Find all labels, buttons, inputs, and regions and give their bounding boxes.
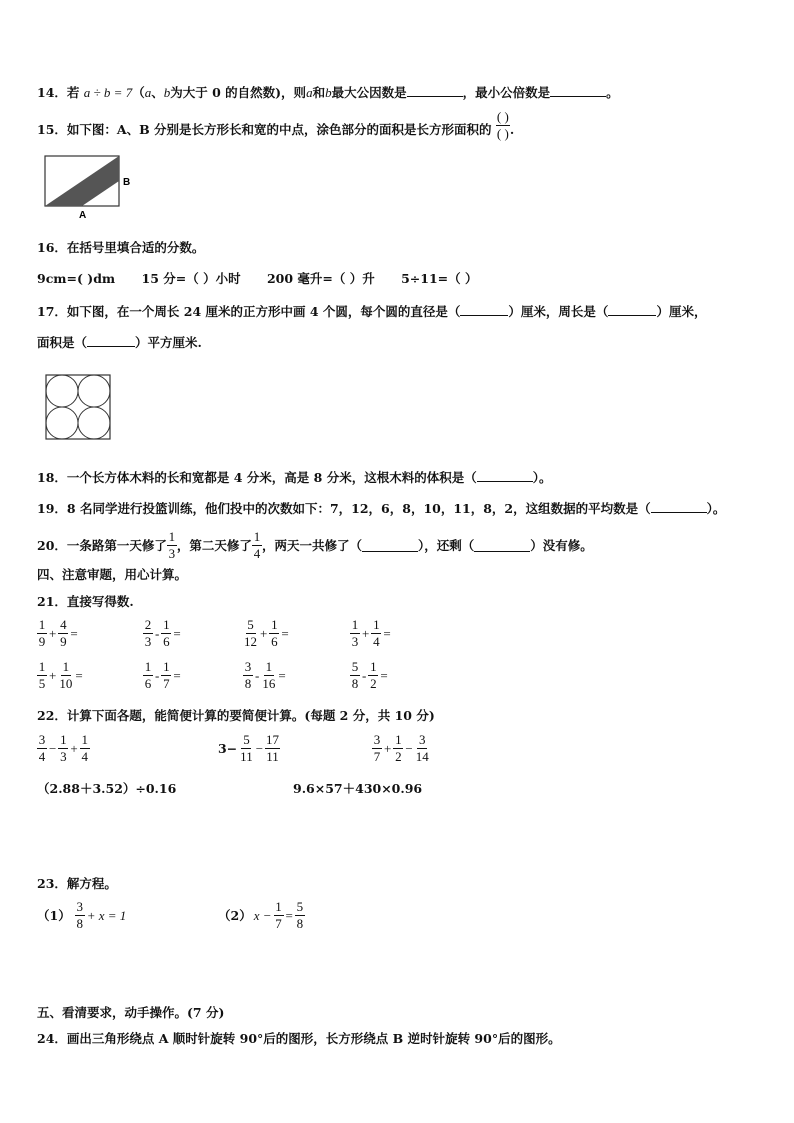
question-24: 24．画出三角形绕点 A 顺时针旋转 90°后的图形，长方形绕点 B 逆时针旋转 90°后的图形。 bbox=[37, 1031, 561, 1046]
fraction-one-third: $\frac{1}{3}$ bbox=[168, 529, 176, 561]
fill-item-4[interactable]: 5÷11=（ ） bbox=[401, 271, 478, 286]
answer-blank-circumference[interactable] bbox=[608, 303, 656, 316]
expression-2: 3− $\frac{5}{11}$ − $\frac{17}{11}$ bbox=[218, 732, 280, 764]
answer-blank-total[interactable] bbox=[362, 539, 418, 552]
expression-5: 9.6×57＋430×0.96 bbox=[293, 781, 423, 796]
expression-3: $\frac{3}{7}$ + $\frac{1}{2}$ − $\frac{3}{14}$ bbox=[373, 732, 429, 764]
equation-1: （1） $\frac{3}{8}$ + x = 1 bbox=[37, 899, 127, 931]
question-21: 21．直接写得数. bbox=[37, 594, 134, 609]
equation-2: （2） x − $\frac{1}{7}$ = $\frac{5}{8}$ bbox=[218, 899, 304, 931]
question-22: 22．计算下面各题，能简便计算的要简便计算。(每题 2 分，共 10 分) bbox=[37, 708, 435, 723]
circle-1 bbox=[46, 375, 78, 407]
mental-math-item[interactable]: $\frac{1}{6}$ - $\frac{1}{7}$ = bbox=[144, 659, 181, 691]
equation-a-div-b: a ÷ b = 7 bbox=[83, 85, 133, 100]
fill-item-1[interactable]: 9cm=( )dm bbox=[37, 271, 116, 286]
mental-math-item[interactable]: $\frac{1}{5}$ + $\frac{1}{10}$ = bbox=[38, 659, 83, 691]
expression-1: $\frac{3}{4}$ − $\frac{1}{3}$ + $\frac{1}{4}$ bbox=[38, 732, 88, 764]
question-17: 17．如下图，在一个周长 24 厘米的正方形中画 4 个圆，每个圆的直径是（ ）厘米，周长是（ ）厘米， bbox=[37, 304, 707, 319]
answer-blank-lcm[interactable] bbox=[550, 84, 606, 97]
circle-2 bbox=[78, 375, 110, 407]
answer-blank-remaining[interactable] bbox=[474, 539, 530, 552]
circle-3 bbox=[46, 407, 78, 439]
answer-blank-average[interactable] bbox=[651, 500, 707, 513]
answer-fraction-blank[interactable]: $\frac{( )}{( )}$ bbox=[496, 109, 509, 141]
mental-math-item[interactable]: $\frac{2}{3}$ - $\frac{1}{6}$ = bbox=[144, 617, 181, 649]
answer-blank-gcd[interactable] bbox=[407, 84, 463, 97]
point-a-label: A bbox=[79, 210, 87, 221]
question-20: 20． 一条路第一天修了 $\frac{1}{3}$ ，第二天修了 $\frac{1}{4}$ ，两天一共修了（ ），还剩（ ）没有修。 bbox=[37, 529, 593, 561]
question-23: 23．解方程。 bbox=[37, 876, 117, 891]
rectangle-shaded-figure bbox=[44, 152, 140, 222]
fill-item-2[interactable]: 15 分=（ ）小时 bbox=[141, 271, 241, 286]
square-four-circles-figure bbox=[45, 374, 113, 442]
answer-blank-diameter[interactable] bbox=[460, 303, 508, 316]
expression-4: （2.88＋3.52）÷0.16 bbox=[37, 781, 177, 796]
question-16: 16．在括号里填合适的分数。 bbox=[37, 240, 205, 255]
answer-blank-volume[interactable] bbox=[477, 469, 533, 482]
point-b-label: B bbox=[123, 177, 131, 188]
question-19: 19．8 名同学进行投篮训练，他们投中的次数如下：7，12，6，8，10，11，8，2，这组数据的平均数是（ ）。 bbox=[37, 501, 726, 516]
mental-math-item[interactable]: $\frac{5}{12}$ + $\frac{1}{6}$ = bbox=[244, 617, 289, 649]
circle-4 bbox=[78, 407, 110, 439]
fill-item-3[interactable]: 200 毫升=（ ）升 bbox=[266, 271, 375, 286]
question-17-line2: 面积是（ ）平方厘米. bbox=[37, 335, 202, 350]
section-4-heading: 四、注意审题，用心计算。 bbox=[37, 567, 188, 582]
mental-math-item[interactable]: $\frac{1}{9}$ + $\frac{4}{9}$ = bbox=[38, 617, 78, 649]
mental-math-item[interactable]: $\frac{5}{8}$ - $\frac{1}{2}$ = bbox=[351, 659, 388, 691]
question-15: 15．如下图：A、B 分别是长方形长和宽的中点，涂色部分的面积是长方形面积的 $\frac{( )}{( )}$ . bbox=[37, 109, 515, 141]
question-14: 14．若 a ÷ b = 7（a、b为大于 0 的自然数)，则a和b最大公因数是 ，最小公倍数是 。 bbox=[37, 85, 619, 100]
shaded-region bbox=[45, 156, 119, 206]
fraction-one-quarter: $\frac{1}{4}$ bbox=[253, 529, 261, 561]
question-18: 18．一个长方体木料的长和宽都是 4 分米，高是 8 分米，这根木料的体积是（ ）。 bbox=[37, 470, 552, 485]
question-16-items bbox=[37, 271, 478, 287]
mental-math-item[interactable]: $\frac{3}{8}$ - $\frac{1}{16}$ = bbox=[244, 659, 286, 691]
answer-blank-area[interactable] bbox=[87, 334, 135, 347]
section-5-heading: 五、看清要求，动手操作。(7 分) bbox=[37, 1005, 225, 1020]
square-outline bbox=[46, 375, 110, 439]
mental-math-item[interactable]: $\frac{1}{3}$ + $\frac{1}{4}$ = bbox=[351, 617, 391, 649]
